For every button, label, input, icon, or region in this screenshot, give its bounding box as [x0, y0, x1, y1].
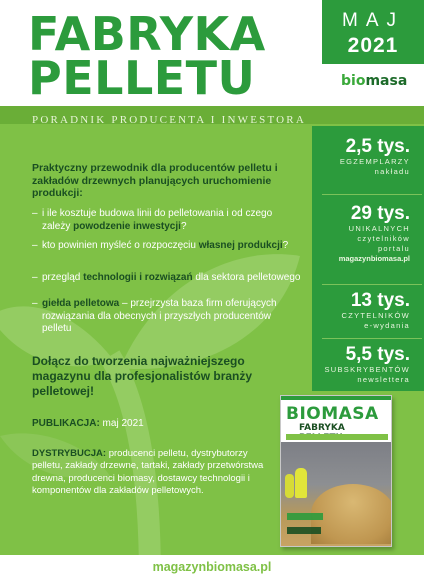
stat-label: magazynbiomasa.pl	[338, 254, 410, 263]
stat-label: newslettera	[357, 375, 410, 384]
stat-label: CZYTELNIKÓW	[341, 311, 410, 320]
stat-divider	[322, 338, 422, 339]
stat-label: SUBSKRYBENTÓW	[324, 365, 410, 374]
title-line-2: PELLETU	[28, 51, 256, 105]
logo-masa-text: masa	[365, 73, 408, 89]
stat-divider	[322, 194, 422, 195]
stat-label: portalu	[377, 244, 410, 253]
cover-headline-block	[287, 527, 321, 534]
biomasa-logo	[341, 74, 411, 94]
stat-label: nakładu	[374, 167, 410, 176]
distribution-label: DYSTRYBUCJA:	[32, 448, 107, 459]
issue-date-box	[322, 0, 424, 64]
cover-band	[286, 434, 388, 440]
stat-value: 13 tys.	[350, 290, 410, 311]
worker-figure	[295, 468, 307, 498]
publication-info	[32, 418, 144, 429]
list-item: – przegląd technologii i rozwiązań dla sektora pelletowego	[32, 272, 301, 283]
intro-text: Praktyczny przewodnik dla producentów pelletu i zakładów drzewnych planujących uruchomienie produkcji:	[32, 162, 278, 199]
issue-year: 2021	[347, 34, 399, 57]
stat-readers	[312, 203, 424, 264]
stat-label: e-wydania	[364, 321, 410, 330]
publication-label: PUBLIKACJA:	[32, 418, 100, 429]
logo-bio-text: bio	[341, 73, 366, 89]
magazine-title	[28, 7, 266, 105]
stat-label: UNIKALNYCH	[348, 224, 410, 233]
title-line-1: FABRYKA	[28, 7, 266, 61]
cover-top-bar	[281, 396, 392, 400]
worker-figure	[285, 474, 294, 498]
stat-value: 2,5 tys.	[345, 136, 410, 157]
call-to-action: Dołącz do tworzenia najważniejszego magazynu dla profesjonalistów branży pelletowej!	[32, 354, 253, 398]
distribution-info	[32, 448, 280, 497]
list-item: – giełda pelletowa – przejrzysta baza firm oferujących rozwiązania dla obecnych i przyszłych producentów pelletu	[32, 298, 277, 334]
cover-headline-block	[287, 513, 323, 520]
footer-website-link[interactable]: magazynbiomasa.pl	[152, 560, 272, 574]
subtitle: PORADNIK PRODUCENTA I INWESTORA	[32, 114, 306, 126]
publication-value: maj 2021	[99, 418, 144, 429]
stat-label: EGZEMPLARZY	[339, 157, 410, 166]
stat-label: czytelników	[357, 234, 410, 243]
stat-subscribers	[312, 344, 424, 385]
distribution-value: producenci pelletu, dystrybutorzy pelletu, zakłady drzewne, tartaki, zakłady przetwórstwa drewna, producenci biomasy, dostawcy technologii i komponentów dla zakładów pelletowych.	[32, 448, 264, 496]
cover-title: BIOMASA	[286, 404, 379, 424]
stat-divider	[322, 284, 422, 285]
magazine-cover-image	[280, 395, 392, 547]
stats-panel	[312, 126, 424, 391]
stat-circulation	[312, 136, 424, 177]
cover-subtitle: FABRYKA	[299, 423, 345, 433]
list-item: – kto powinien myśleć o rozpoczęciu własnej produkcji?	[32, 240, 289, 251]
stat-value: 29 tys.	[350, 203, 410, 224]
list-item: – i ile kosztuje budowa linii do pelletowania i od czego zależy powodzenie inwestycji?	[32, 208, 273, 232]
pellet-pile	[311, 484, 392, 544]
stat-value: 5,5 tys.	[345, 344, 410, 365]
header	[0, 0, 424, 106]
issue-month: MAJ	[342, 10, 404, 31]
footer	[0, 555, 424, 580]
stat-ereaders	[312, 290, 424, 331]
